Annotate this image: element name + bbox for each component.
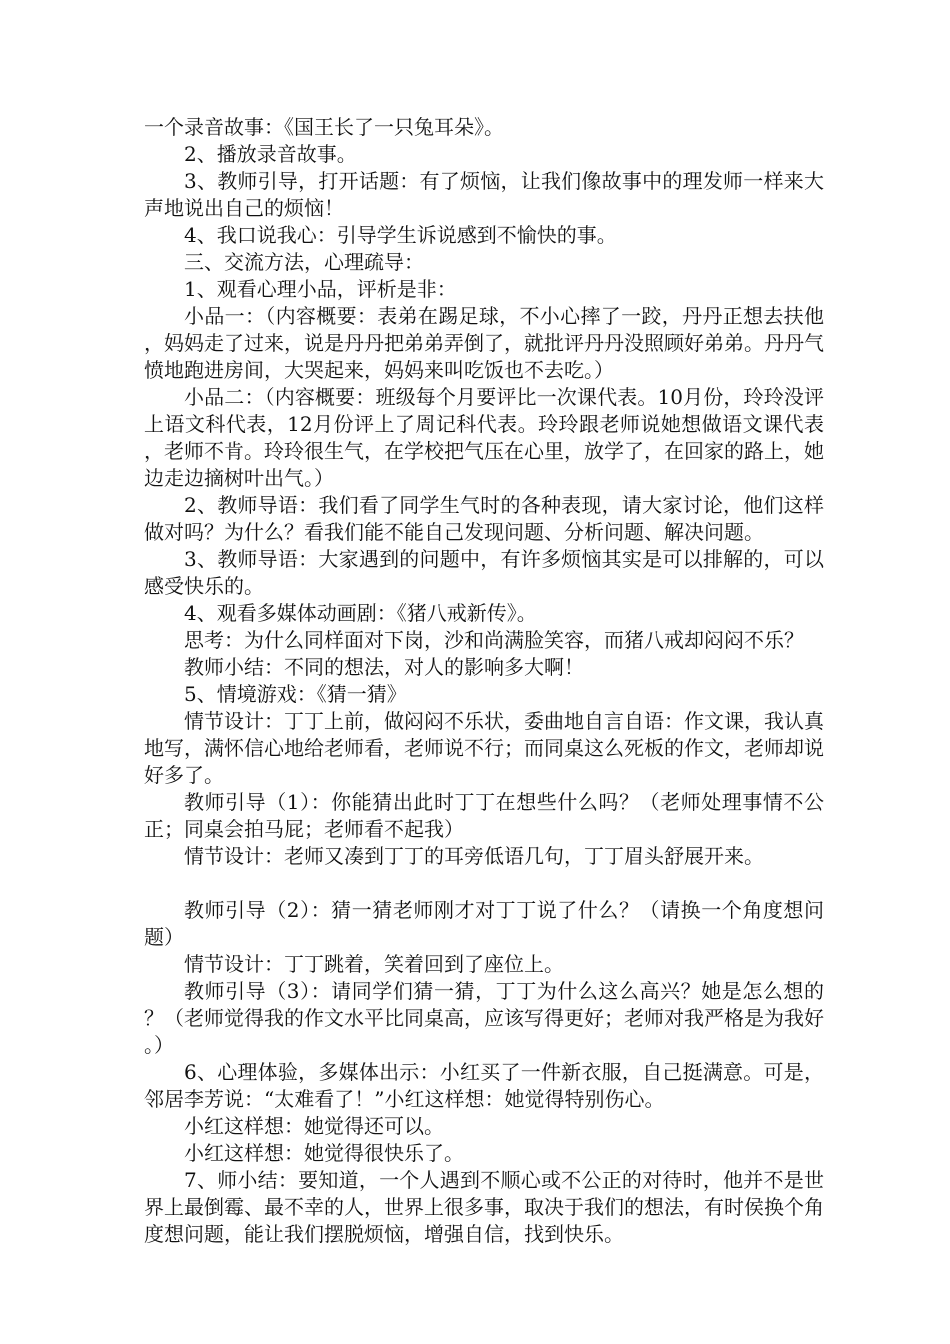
paragraph-sketch-two: 小品二：（内容概要：班级每个月要评比一次课代表。10月份，玲玲没评上语文科代表，12月份评上了周记科代表。玲玲跟老师说她想做语文课代表，老师不肯。玲玲很生气，在学校把气压在心里，放学了，在回家的路上，她边走边摘树叶出气。）: [144, 385, 824, 490]
paragraph-watch-sketch: 1、观看心理小品，评析是非：: [184, 277, 457, 301]
paragraph-teacher-summary: 教师小结：不同的想法，对人的影响多大啊！: [184, 655, 584, 679]
paragraph-sketch-one: 小品一：（内容概要：表弟在踢足球，不小心摔了一跤，丹丹正想去扶他，妈妈走了过来，说是丹丹把弟弟弄倒了，就批评丹丹没照顾好弟弟。丹丹气愤地跑进房间，大哭起来，妈妈来叫吃饭也不去吃。）: [144, 304, 824, 382]
paragraph-teacher-prompt-discuss: 2、教师导语：我们看了同学生气时的各种表现，请大家讨论，他们这样做对吗？为什么？看我们能不能自己发现问题、分析问题、解决问题。: [144, 493, 824, 544]
paragraph-story-intro: 一个录音故事：《国王长了一只兔耳朵》。: [144, 115, 504, 139]
paragraph-think-question: 思考：为什么同样面对下岗，沙和尚满脸笑容，而猪八戒却闷闷不乐？: [184, 628, 804, 652]
paragraph-plot-design-1: 情节设计：丁丁上前，做闷闷不乐状，委曲地自言自语：作文课，我认真地写，满怀信心地给老师看，老师说不行；而同桌这么死板的作文，老师却说好多了。: [144, 709, 824, 787]
paragraph-teacher-guide-1: 教师引导（1）：你能猜出此时丁丁在想些什么吗？（老师处理事情不公正；同桌会拍马屁；老师看不起我）: [144, 790, 824, 841]
paragraph-play-story: 2、播放录音故事。: [184, 142, 357, 166]
paragraph-xiaohong-happy: 小红这样想：她觉得很快乐了。: [184, 1141, 464, 1165]
paragraph-xiaohong-ok: 小红这样想：她觉得还可以。: [184, 1114, 444, 1138]
document-page: [144, 114, 824, 1248]
paragraph-plot-design-2: 情节设计：老师又凑到丁丁的耳旁低语几句，丁丁眉头舒展开来。: [184, 844, 764, 868]
blank-line: [144, 870, 824, 897]
section-heading-exchange-methods: 三、交流方法，心理疏导：: [184, 250, 424, 274]
paragraph-speak-my-heart: 4、我口说我心：引导学生诉说感到不愉快的事。: [184, 223, 617, 247]
paragraph-teacher-guide-3: 教师引导（3）：请同学们猜一猜，丁丁为什么这么高兴？她是怎么想的？（老师觉得我的作文水平比同桌高，应该写得更好；老师对我严格是为我好。）: [144, 979, 824, 1057]
paragraph-scenario-game: 5、情境游戏：《猜一猜》: [184, 682, 407, 706]
paragraph-psych-experience: 6、心理体验，多媒体出示：小红买了一件新衣服，自己挺满意。可是，邻居李芳说：“太难看了！”小红这样想：她觉得特别伤心。: [144, 1060, 824, 1111]
paragraph-teacher-guide-topic: 3、教师引导，打开话题：有了烦恼，让我们像故事中的理发师一样来大声地说出自己的烦恼！: [144, 169, 824, 220]
paragraph-teacher-conclusion: 7、师小结：要知道，一个人遇到不顺心或不公正的对待时，他并不是世界上最倒霉、最不幸的人，世界上很多事，取决于我们的想法，有时侯换个角度想问题，能让我们摆脱烦恼，增强自信，找到快乐。: [144, 1168, 824, 1246]
paragraph-teacher-prompt-relieve: 3、教师导语：大家遇到的问题中，有许多烦恼其实是可以排解的，可以感受快乐的。: [144, 547, 824, 598]
paragraph-watch-animation: 4、观看多媒体动画剧：《猪八戒新传》。: [184, 601, 537, 625]
paragraph-teacher-guide-2: 教师引导（2）：猜一猜老师刚才对丁丁说了什么？（请换一个角度想问题）: [144, 898, 824, 949]
paragraph-plot-design-3: 情节设计：丁丁跳着，笑着回到了座位上。: [184, 952, 564, 976]
